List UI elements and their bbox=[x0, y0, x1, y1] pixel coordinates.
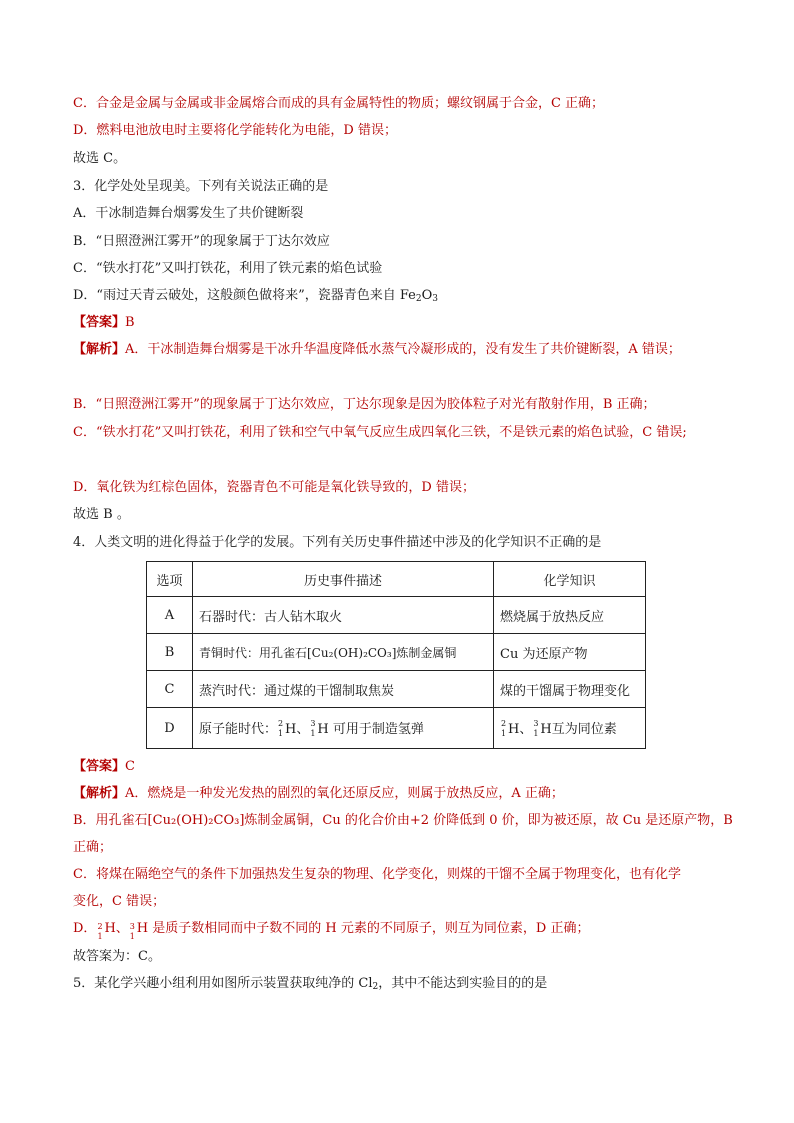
q4-row-b-event: 青铜时代：用孔雀石[Cu₂(OH)₂CO₃]炼制金属铜 bbox=[193, 634, 494, 671]
q4-row-a-option: A bbox=[147, 597, 193, 634]
q4-row-b-option: B bbox=[147, 634, 193, 671]
q4-analysis-a: 【解析】A．燃烧是一种发光发热的剧烈的氧化还原反应，则属于放热反应，A 正确； bbox=[73, 786, 564, 801]
q4-table-header bbox=[147, 562, 646, 597]
table-row bbox=[147, 708, 646, 749]
q3-analysis-d: D．氧化铁为红棕色固体，瓷器青色不可能是氧化铁导致的，D 错误； bbox=[73, 480, 475, 495]
q3-stem: 3．化学处处呈现美。下列有关说法正确的是 bbox=[73, 179, 329, 194]
q4-row-c-option: C bbox=[147, 671, 193, 708]
table-row bbox=[147, 671, 646, 708]
q4-row-a-knowledge: 燃烧属于放热反应 bbox=[494, 597, 646, 634]
q4-row-c-event: 蒸汽时代：通过煤的干馏制取焦炭 bbox=[193, 671, 494, 708]
q3-option-b: B．“日照澄洲江雾开”的现象属于丁达尔效应 bbox=[73, 234, 330, 249]
q4-answer: 【答案】C bbox=[73, 759, 135, 774]
q4-analysis-c-line1: C．将煤在隔绝空气的条件下加强热发生复杂的物理、化学变化，则煤的干馏不全属于物理变化，也有化学 bbox=[73, 867, 681, 882]
q3-analysis-b: B．“日照澄洲江雾开”的现象属于丁达尔效应，丁达尔现象是因为胶体粒子对光有散射作用，B 正确； bbox=[73, 397, 656, 412]
q3-option-d: D．“雨过天青云破处，这般颜色做将来”，瓷器青色来自 $Fe_2O_3$ bbox=[73, 288, 438, 304]
q4-row-c-knowledge: 煤的干馏属于物理变化 bbox=[494, 671, 646, 708]
q4-header-event: 历史事件描述 bbox=[193, 562, 494, 597]
q4-row-d-option: D bbox=[147, 708, 193, 749]
q2-option-c-analysis: C．合金是金属与金属或非金属熔合而成的具有金属特性的物质；螺纹钢属于合金，C 正确； bbox=[73, 96, 605, 111]
q3-option-c: C．“铁水打花”又叫打铁花，利用了铁元素的焰色试验 bbox=[73, 261, 383, 276]
q4-header-option: 选项 bbox=[147, 562, 193, 597]
q2-option-d-analysis: D．燃料电池放电时主要将化学能转化为电能，D 错误； bbox=[73, 123, 397, 138]
q4-choose: 故答案为：C。 bbox=[73, 949, 161, 964]
q4-analysis-b-line1: B．用孔雀石[Cu₂(OH)₂CO₃]炼制金属铜，Cu 的化合价由+2 价降低到 0 价，即为被还原，故 Cu 是还原产物，B bbox=[73, 813, 733, 828]
q3-answer: 【答案】B bbox=[73, 315, 135, 330]
q4-header-knowledge: 化学知识 bbox=[494, 562, 646, 597]
table-row bbox=[147, 634, 646, 671]
table-row bbox=[147, 597, 646, 634]
q3-choose: 故选 B 。 bbox=[73, 507, 130, 522]
q3-analysis-a: 【解析】A．干冰制造舞台烟雾是干冰升华温度降低水蒸气冷凝形成的，没有发生了共价键断裂，A 错误； bbox=[73, 342, 681, 357]
q2-choose: 故选 C。 bbox=[73, 151, 127, 166]
q4-analysis-c-line2: 变化，C 错误； bbox=[73, 894, 166, 909]
q4-row-a-event: 石器时代：古人钻木取火 bbox=[193, 597, 494, 634]
q4-analysis-d: D． 2 1 H、 3 1 H 是质子数相同而中子数不同的 H 元素的不同原子，则互为同位素，D 正确； bbox=[73, 921, 590, 941]
q3-analysis-c: C．“铁水打花”又叫打铁花，利用了铁和空气中氧气反应生成四氧化三铁，不是铁元素的焰色试验，C 错误; bbox=[73, 425, 687, 440]
q4-row-d-knowledge: 2 1 H、 3 1 H互为同位素 bbox=[494, 708, 646, 749]
q4-table bbox=[146, 561, 646, 749]
q4-analysis-b-line2: 正确； bbox=[73, 840, 113, 855]
q4-row-b-knowledge: Cu 为还原产物 bbox=[494, 634, 646, 671]
q4-stem: 4．人类文明的进化得益于化学的发展。下列有关历史事件描述中涉及的化学知识不正确的是 bbox=[73, 535, 602, 550]
q5-stem: 5．某化学兴趣小组利用如图所示装置获取纯净的 $Cl_2$，其中不能达到实验目的的是 bbox=[73, 976, 548, 992]
q4-row-d-event: 原子能时代： 2 1 H、 3 1 H 可用于制造氢弹 bbox=[193, 708, 494, 749]
q3-option-a: A．干冰制造舞台烟雾发生了共价键断裂 bbox=[73, 206, 304, 221]
